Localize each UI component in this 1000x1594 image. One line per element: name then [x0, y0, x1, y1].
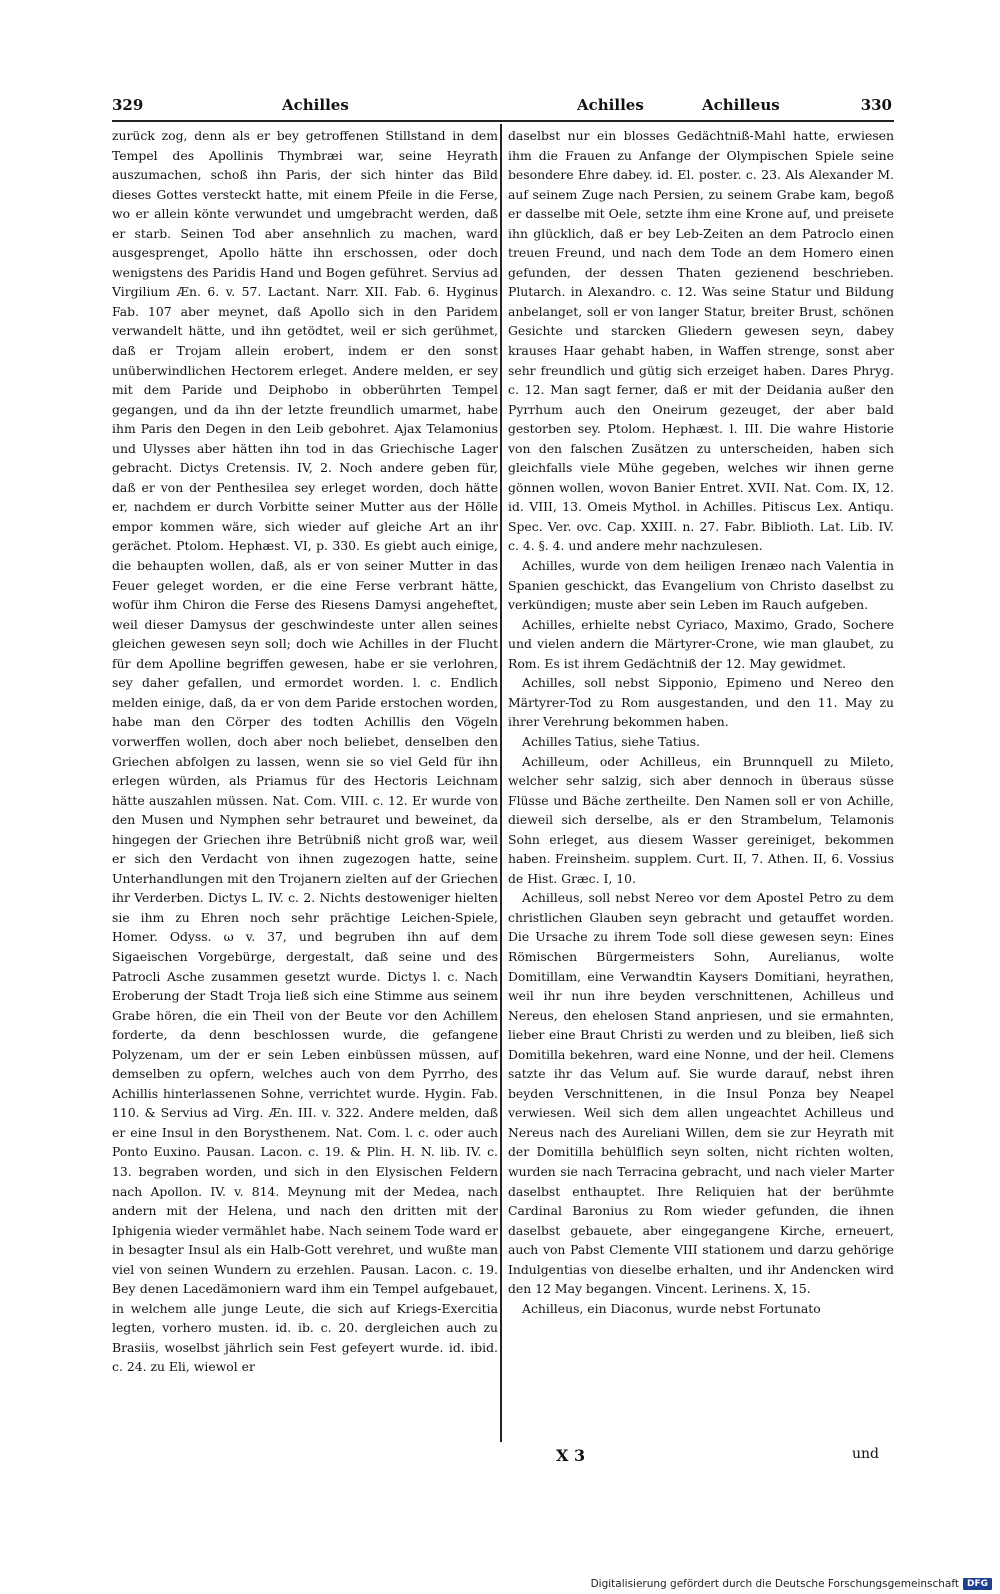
- page-number-left: 329: [112, 96, 144, 114]
- running-title-right-last: Achilleus: [702, 96, 780, 114]
- digitization-credit: [591, 1577, 992, 1591]
- entry-paragraph: Achilleum, oder Achilleus, ein Brunnquell zu Mileto, welcher sehr salzig, sich aber dennoch in überaus süsse Flüsse und Bäche zertheilte. Den Namen soll er von Achille, dieweil sich derselbe, als er den Strambelum, Telamonis Sohn erleget, aus diesem Wasser gereiniget, bekommen haben. Freinsheim. supplem. Curt. II, 7. Athen. II, 6. Vossius de Hist. Græc. I, 10.: [508, 753, 894, 886]
- digitization-note: Digitalisierung gefördert durch die Deutsche Forschungsgemeinschaft: [590, 1578, 959, 1590]
- entry-paragraph: Achilleus, ein Diaconus, wurde nebst Fortunato: [522, 1300, 821, 1316]
- running-header: [112, 96, 892, 118]
- running-title-right-first: Achilles: [577, 96, 644, 114]
- entry-paragraph: Achilles, soll nebst Sipponio, Epimeno und Nereo den Märtyrer-Tod zu Rom ausgestanden, und den 11. May zu ihrer Verehrung bekommen haben.: [508, 675, 894, 730]
- paragraph: daselbst nur ein blosses Gedächtniß-Mahl hatte, erwiesen ihm die Frauen zu Anfange der Olympischen Spiele seine besondere Ehre dabey. id. El. poster. c. 23. Als Alexander M. auf seinem Zuge nach Persien, zu seinem Grabe kam, begoß er dasselbe mit Oele, setzte ihm eine Krone auf, und preisete ihn glücklich, daß er bey Leb-Zeiten an dem Patroclo einen treuen Freund, und nach dem Tode an dem Homero einen gefunden, der dessen Thaten gezienend beschrieben. Plutarch. in Alexandro. c. 12. Was seine Statur und Bildung anbelanget, soll er von langer Statur, breiter Brust, schönen Gesichte und starcken Gliedern gewesen seyn, dabey krauses Haar gehabt haben, in Waffen strenge, sonst aber sehr freundlich und gütig sich erzeiget haben. Dares Phryg. c. 12. Man sagt ferner, daß er mit der Deidania außer den Pyrrhum auch den Oneirum gezeuget, der aber bald gestorben sey. Ptolom. Hephæst. l. III. Die wahre Historie von den falschen Zusätzen zu unterscheiden, haben sich gleichfalls viele Mühe gegeben, welches wir ihnen gerne gönnen wollen, wovon Banier Entret. XVII. Nat. Com. IX, 12. id. VIII, 13. Omeis Mythol. in Achilles. Pitiscus Lex. Antiqu. Spec. Ver. ovc. Cap. XXIII. n. 27. Fabr. Biblioth. Lat. Lib. IV. c. 4. §. 4. und andere mehr nachzulesen.: [508, 128, 894, 554]
- right-column: [508, 126, 894, 1318]
- entry-paragraph: Achilleus, soll nebst Nereo vor dem Apostel Petro zu dem christlichen Glauben seyn gebracht und getauffet worden. Die Ursache zu ihrem Tode soll diese gewesen seyn: Eines Römischen Bürgermeisters Sohn, Aurelianus, wolte Domitillam, eine Verwandtin Kaysers Domitiani, heyrathen, weil ihr nun ihre beyden verschnittenen, Achilleus und Nereus, den ehelosen Stand anpriesen, und sie ermahnten, lieber eine Braut Christi zu werden und zu bleiben, ließ sich Domitilla bekehren, ward eine Nonne, und der heil. Clemens satzte ihr das Velum auf. Sie wurde darauf, nebst ihren beyden Verschnittenen, in die Insul Ponza bey Neapel verwiesen. Weil sich dem allen ungeachtet Achilleus und Nereus nach des Aureliani Willen, dem sie zur Heyrath mit der Domitilla behülflich seyn solten, nicht richten wolten, wurden sie nach Terracina gebracht, und nach vieler Marter daselbst enthauptet. Ihre Reliquien hat der berühmte Cardinal Baronius zu Rom wieder gefunden, die ihnen daselbst gebauete, aber eingegangene Kirche, erneuert, auch von Pabst Clemente VIII stationem und darzu gehörige Indulgentias von dieselbe erhalten, und ihr Andencken wird den 12 May begangen. Vincent. Lerinens. X, 15.: [508, 890, 894, 1297]
- catchword: und: [852, 1446, 879, 1462]
- header-rule: [112, 120, 894, 122]
- paragraph: zurück zog, denn als er bey getroffenen Stillstand in dem Tempel des Apollinis Thymbræi war, seine Heyrath auszumachen, schoß ihn Paris, der sich hinter das Bild dieses Gottes versteckt hatte, mit einem Pfeile in die Ferse, wo er allein könte verwundet und umgebracht werden, daß er starb. Seinen Tod aber ansehnlich zu machen, ward ausgesprenget, Apollo hätte ihn erschossen, oder doch wenigstens des Paridis Hand und Bogen geführet. Servius ad Virgilium Æn. 6. v. 57. Lactant. Narr. XII. Fab. 6. Hyginus Fab. 107 aber meynet, daß Apollo sich in den Paridem verwandelt hätte, und ihn getödtet, weil er sich gerühmet, daß er Trojam allein erobert, indem er den sonst unüberwindlichen Hectorem erleget. Andere melden, er sey mit dem Paride und Deiphobo in obberührten Tempel gegangen, und da ihn der letzte freundlich umarmet, habe ihm Paris den Degen in den Leib gebohret. Ajax Telamonius und Ulysses aber hätten ihn tod in das Griechische Lager gebracht. Dictys Cretensis. IV, 2. Noch andere geben für, daß er von der Penthesilea sey erleget worden, doch hätte er, nachdem er durch Vorbitte seiner Mutter aus der Hölle empor kommen wäre, sich wieder auf gleiche Art an ihr gerächet. Ptolom. Hephæst. VI, p. 330. Es giebt auch einige, die behaupten wollen, daß, als er von seiner Mutter in das Feuer geleget worden, er die eine Ferse verbrant hätte, wofür ihm Chiron die Ferse des Riesens Damysi angeheftet, weil dieser Damysus der geschwindeste unter allen seines gleichen gewesen seyn soll; doch wie Achilles in der Flucht für dem Apolline begriffen gewesen, habe er sie verlohren, sey daher gefallen, und ermordet worden. l. c. Endlich melden einige, daß, da er von dem Paride erstochen worden, habe man den Cörper des todten Achillis den Vögeln vorwerffen wollen, doch aber noch beliebet, denselben den Griechen abfolgen zu lassen, wenn sie so viel Geld für ihn erlegen würden, als Priamus für des Hectoris Leichnam hätte auszahlen müssen. Nat. Com. VIII. c. 12. Er wurde von den Musen und Nymphen sehr betrauret und beweinet, da hingegen der Griechen ihre Betrübniß nicht groß war, weil er sich den Verdacht von ihnen zugezogen hatte, seine Unterhandlungen mit den Trojanern zielten auf der Griechen ihr Verderben. Dictys L. IV. c. 2. Nichts destoweniger hielten sie ihm zu Ehren noch sehr prächtige Leichen-Spiele, Homer. Odyss. ω v. 37, und begruben ihn auf dem Sigaeischen Vorgebürge, dergestalt, daß seine und des Patrocli Asche zusammen gesetzt wurde. Dictys l. c. Nach Eroberung der Stadt Troja ließ sich eine Stimme aus seinem Grabe hören, die ein Theil von der Beute vor den Achillem forderte, da denn beschlossen wurde, die gefangene Polyzenam, um der er sein Leben einbüssen müssen, auf demselben zu opfern, welches auch von dem Pyrrho, des Achillis hinterlassenen Sohne, verrichtet wurde. Hygin. Fab. 110. & Servius ad Virg. Æn. III. v. 322. Andere melden, daß er eine Insul in den Borysthenem. Nat. Com. l. c. oder auch Ponto Euxino. Pausan. Lacon. c. 19. & Plin. H. N. lib. IV. c. 13. begraben worden, und sich in den Elysischen Feldern nach Apollon. IV. v. 814. Meynung mit der Medea, nach andern mit der Helena, und nach den dritten mit der Iphigenia wieder vermählet habe. Nach seinem Tode ward er in besagter Insul als ein Halb-Gott verehret, und wußte man viel von seinen Wundern zu erzehlen. Pausan. Lacon. c. 19. Bey denen Lacedämoniern ward ihm ein Tempel aufgebauet, in welchem alle junge Leute, die sich auf Kriegs-Exercitia legten, vorhero musten. id. ib. c. 20. dergleichen auch zu Brasiis, woselbst jährlich sein Fest gefeyert wurde. id. ibid. c. 24. zu Eli, wiewol er: [112, 128, 498, 1375]
- left-column: [112, 126, 498, 1377]
- page-number-right: 330: [860, 96, 892, 114]
- signature-mark: X 3: [556, 1446, 586, 1465]
- running-title-left: Achilles: [282, 96, 349, 114]
- entry-paragraph: Achilles, erhielte nebst Cyriaco, Maximo, Grado, Sochere und vielen andern die Märtyrer-Crone, wie man glaubet, zu Rom. Es ist ihrem Gedächtniß der 12. May gewidmet.: [508, 616, 894, 671]
- entry-paragraph: Achilles, wurde von dem heiligen Irenæo nach Valentia in Spanien geschickt, das Evangelium von Christo daselbst zu verkündigen; muste aber sein Leben im Rauch aufgeben.: [508, 558, 894, 613]
- column-divider: [500, 124, 502, 1442]
- entry-paragraph: Achilles Tatius, siehe Tatius.: [522, 733, 701, 749]
- dfg-logo: DFG: [963, 1578, 992, 1590]
